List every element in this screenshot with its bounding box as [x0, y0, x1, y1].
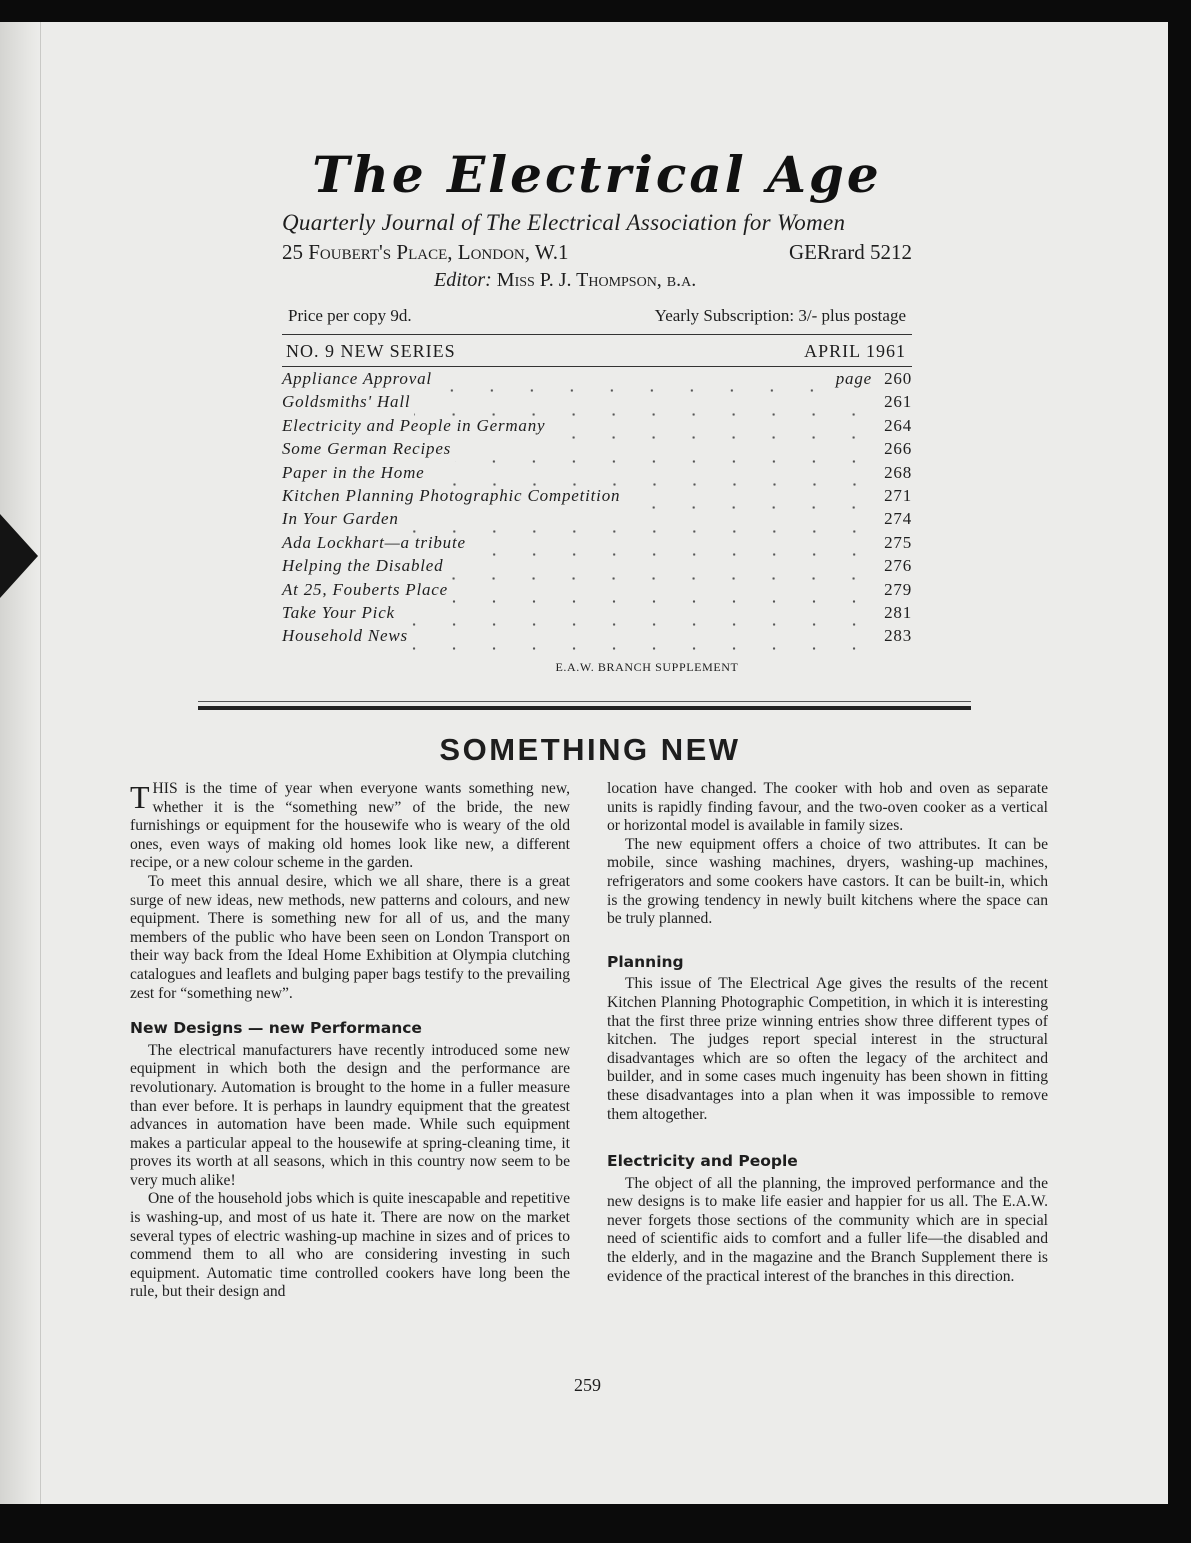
- subscription: Yearly Subscription: 3/- plus postage: [654, 306, 906, 325]
- leader-dots: [414, 399, 874, 416]
- page-label: page: [835, 369, 872, 388]
- journal-title: The Electrical Age: [312, 145, 882, 204]
- article-paragraph: This issue of The Electrical Age gives the results of the recent Kitchen Planning Photographic Competition, in which it is interesting that the first three prize winning entries show three different types of kitchen. The judges report special interest in the structural disadvantages which are so often the legacy of the architect and builder, and in some cases much ingenuity has been shown in fitting these disadvantages into a plan when it was impossible to remove them altogether.: [607, 975, 1048, 1123]
- leader-dots: [452, 586, 874, 603]
- section-heading: Planning: [607, 952, 684, 971]
- leader-dots: [436, 375, 832, 392]
- leader-dots: [412, 633, 874, 650]
- table-of-contents: [282, 369, 912, 650]
- toc-entry: [282, 486, 912, 509]
- divider: [282, 366, 912, 367]
- toc-page: 268: [884, 462, 912, 482]
- page-number: 259: [574, 1375, 601, 1395]
- toc-entry: [282, 556, 912, 579]
- article-paragraph: location have changed. The cooker with hob and oven as separate units is rapidly finding favour, and the two-oven cooker as a vertical or horizontal model is available in family sizes.: [607, 780, 1048, 835]
- price: Price per copy 9d.: [288, 306, 412, 325]
- leader-dots: [455, 446, 874, 463]
- article-paragraph: THIS is the time of year when everyone wants something new, whether it is the “something new” of the bride, the new furnishings or equipment for the housewife who is weary of the old ones, even ways of making old homes look like new, a different recipe, or a new colour scheme in the garden.: [130, 779, 570, 872]
- telephone: GERrard 5212: [788, 240, 912, 264]
- supplement-note: E.A.W. BRANCH SUPPLEMENT: [555, 659, 739, 674]
- toc-entry: [282, 416, 912, 439]
- toc-entry: [282, 603, 912, 626]
- toc-page: 266: [884, 439, 912, 459]
- toc-entry: [282, 369, 912, 392]
- article-headline: SOMETHING NEW: [439, 732, 741, 767]
- toc-title: Goldsmiths' Hall: [282, 392, 411, 412]
- drop-cap: T: [130, 779, 150, 815]
- article-paragraph: To meet this annual desire, which we all share, there is a great surge of new ideas, new methods, new patterns and colours, and new equipment. There is something new for all of us, and the many members of the public who have been seen on London Transport on their way back from the Ideal Home Exhibition at Olympia clutching catalogues and leaflets and bulging paper bags testify to the prevailing zest for “something new”.: [130, 872, 570, 1002]
- toc-page: 276: [884, 556, 912, 576]
- toc-title: Appliance Approval: [282, 369, 432, 388]
- toc-page: 279: [884, 579, 912, 599]
- leader-dots: [429, 469, 875, 486]
- article-column-right: [607, 780, 1048, 1286]
- toc-title: Helping the Disabled: [282, 556, 444, 576]
- section-heading: Electricity and People: [607, 1152, 798, 1171]
- toc-title: Some German Recipes: [282, 439, 452, 459]
- section-heading: New Designs — new Performance: [130, 1019, 422, 1038]
- leader-dots: [403, 516, 874, 533]
- editor-label: Editor:: [434, 269, 492, 291]
- leader-dots: [447, 563, 874, 580]
- toc-title: Take Your Pick: [282, 602, 395, 622]
- toc-title: Ada Lockhart—a tribute: [282, 532, 466, 552]
- article-paragraph: The object of all the planning, the improved performance and the new designs is to make life easier and happier for us all. The E.A.W. never forgets those sections of the community which are in special need of scientific aids to comfort and a fuller life—the disabled and the elderly, and in the magazine and the Branch Supplement there is evidence of the practical interest of the branches in this direction.: [607, 1174, 1048, 1285]
- toc-title: Electricity and People in Germany: [282, 415, 546, 435]
- toc-title: Paper in the Home: [282, 462, 425, 482]
- article-paragraph: The electrical manufacturers have recently introduced some new equipment in which both the design and the performance are revolutionary. Automation is brought to the home in a fuller measure than ever before. It is perhaps in laundry equipment that the greatest advances in automation have been made. While such equipment makes a particular appeal to the housewife at spring-cleaning time, it proves its worth at all seasons, which in this country now seem to be very much alike!: [130, 1041, 570, 1189]
- leader-dots: [624, 492, 874, 509]
- toc-title: Kitchen Planning Photographic Competition: [282, 485, 621, 505]
- toc-entry: [282, 533, 912, 556]
- journal-subtitle: Quarterly Journal of The Electrical Association for Women: [282, 210, 846, 235]
- article-column-left: [130, 780, 570, 1302]
- toc-entry: [282, 439, 912, 462]
- toc-title: Household News: [282, 626, 408, 646]
- toc-page: 281: [884, 602, 912, 622]
- toc-page: 260: [884, 369, 912, 388]
- issue-date: APRIL 1961: [804, 341, 906, 361]
- binding-gutter: [0, 22, 41, 1504]
- toc-entry: [282, 626, 912, 649]
- toc-entry: [282, 463, 912, 486]
- toc-entry: [282, 509, 912, 532]
- toc-page: 271: [884, 485, 912, 505]
- article-paragraph: The new equipment offers a choice of two attributes. It can be mobile, since washing machines, dryers, washing-up machines, refrigerators and some cookers have castors. It can be built-in, which is the growing tendency in newly built kitchens where the space can be truly planned.: [607, 835, 1048, 928]
- leader-dots: [399, 609, 874, 626]
- toc-page: 274: [884, 509, 912, 529]
- address-row: [282, 240, 912, 265]
- toc-entry: [282, 580, 912, 603]
- section-divider: [198, 706, 971, 710]
- toc-title: At 25, Fouberts Place: [282, 579, 448, 599]
- editor-line: [282, 269, 912, 292]
- leader-dots: [470, 539, 874, 556]
- leader-dots: [549, 422, 874, 439]
- toc-page: 283: [884, 626, 912, 646]
- masthead: [282, 138, 912, 675]
- toc-page: 275: [884, 532, 912, 552]
- toc-page: 261: [884, 392, 912, 412]
- toc-page: 264: [884, 415, 912, 435]
- address: 25 Foubert's Place, London, W.1: [282, 240, 569, 264]
- article-paragraph: One of the household jobs which is quite inescapable and repetitive is washing-up, and most of us hate it. There are now on the market several types of electric washing-up machine in sizes and of prices to commend them to all who are considering investing in such equipment. Automatic time controlled cookers have long been the rule, but their design and: [130, 1190, 570, 1301]
- price-row: [282, 306, 912, 326]
- issue-number: NO. 9 NEW SERIES: [286, 341, 456, 361]
- arrow-icon: [0, 514, 38, 598]
- editor-name: Miss P. J. Thompson, b.a.: [496, 269, 697, 291]
- toc-title: In Your Garden: [282, 509, 399, 529]
- issue-row: [282, 335, 912, 366]
- toc-entry: [282, 392, 912, 415]
